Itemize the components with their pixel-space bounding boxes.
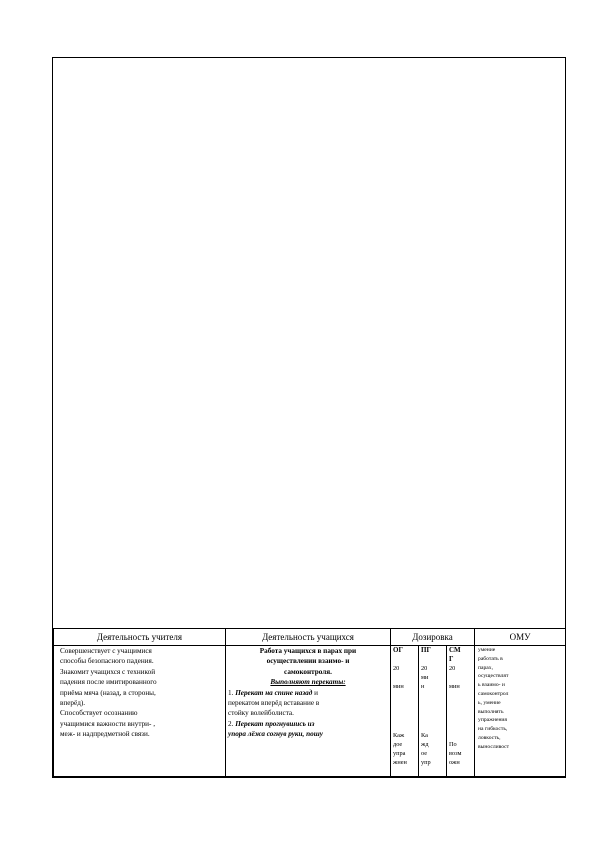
dosage-og-unit: мин — [393, 683, 404, 690]
dosage-smg-note: возм — [449, 750, 462, 757]
omu-line: ь взаимо- и — [478, 682, 505, 689]
teacher-line: приёма мяча (назад, в стороны, — [60, 688, 156, 697]
dosage-smg-cell — [447, 646, 475, 777]
teacher-line: меж- и надпредметной связи. — [60, 730, 150, 739]
omu-line: выносливост — [478, 743, 510, 750]
dosage-pg-cell — [419, 646, 447, 777]
omu-line: умение — [478, 647, 496, 653]
dosage-pg-note: ое — [421, 750, 428, 757]
teacher-line: падения после имитированного — [60, 678, 157, 687]
blank-area — [53, 58, 565, 628]
header-teacher-activity: Деятельность учителя — [54, 629, 226, 646]
dosage-smg-unit: мин — [449, 683, 460, 690]
teacher-line: вперёд). — [60, 699, 86, 708]
header-students-activity: Деятельность учащихся — [226, 629, 391, 646]
header-dosage: Дозировка — [391, 629, 475, 646]
omu-line: упражнения — [478, 717, 508, 724]
teacher-line: Способствует осознанию — [60, 709, 138, 718]
omu-line: на гибкость, — [478, 726, 508, 733]
dosage-smg-amount: 20 — [449, 665, 456, 672]
exercises-heading: Выполняют перекаты: — [270, 678, 346, 687]
header-omu: ОМУ — [475, 629, 566, 646]
exercise-2: 2. Перекат прогнувшись из — [228, 719, 315, 728]
omu-line: ловкость, — [478, 734, 501, 741]
table-header-row — [54, 629, 566, 646]
teacher-activity-cell — [54, 646, 226, 777]
dosage-og-head: ОГ — [393, 646, 403, 654]
omu-line: выполнять — [478, 708, 504, 715]
students-intro-line: Работа учащихся в парах при — [259, 647, 357, 655]
dosage-pg-note: упр — [421, 759, 431, 766]
students-intro-line: самоконтроля. — [284, 667, 332, 676]
omu-line: самоконтрол — [478, 690, 509, 697]
exercise-1-line: перекатом вперёд вставание в — [228, 699, 320, 708]
dosage-smg-head: Г — [449, 655, 454, 663]
teacher-line: Знакомит учащихся с техникой — [60, 667, 156, 676]
dosage-smg-note: ожн — [449, 759, 460, 766]
omu-line: парах, — [478, 664, 493, 671]
dosage-pg-note: жд — [421, 741, 429, 748]
dosage-og-note: дое — [393, 741, 403, 748]
table-row — [54, 646, 566, 777]
dosage-pg-head: ПГ — [421, 646, 431, 654]
omu-cell — [475, 646, 566, 777]
omu-line: осуществлят — [478, 673, 509, 680]
dosage-og-note: Каж — [393, 732, 405, 739]
dosage-smg-head: СМ — [449, 646, 461, 654]
dosage-og-note: жнен — [393, 759, 407, 766]
dosage-og-amount: 20 — [393, 665, 400, 672]
dosage-smg-note: По — [449, 741, 457, 748]
page-frame — [52, 57, 566, 778]
dosage-pg-unit: ми — [421, 674, 429, 681]
dosage-og-cell — [391, 646, 419, 777]
dosage-og-note: упра — [393, 750, 406, 757]
teacher-line: Совершенствует с учащимися — [60, 647, 152, 655]
exercise-1-line: стойку волейболиста. — [228, 709, 294, 718]
dosage-pg-note: Ка — [421, 732, 428, 739]
exercise-1: 1. Перекат на спине назад и — [228, 688, 318, 697]
lesson-table — [53, 628, 566, 777]
students-activity-cell — [226, 646, 391, 777]
students-intro-line: осуществлении взаимо- и — [266, 657, 350, 666]
exercise-2-line: упора лёжа согнув руки, пошу — [228, 730, 323, 739]
dosage-pg-amount: 20 — [421, 665, 428, 672]
dosage-pg-unit: н — [421, 683, 425, 690]
teacher-line: учащимися важности внутри- , — [60, 719, 156, 728]
teacher-line: способы безопасного падения. — [60, 657, 154, 666]
omu-line: ь, умение — [478, 699, 501, 706]
omu-line: работать в — [478, 655, 503, 662]
